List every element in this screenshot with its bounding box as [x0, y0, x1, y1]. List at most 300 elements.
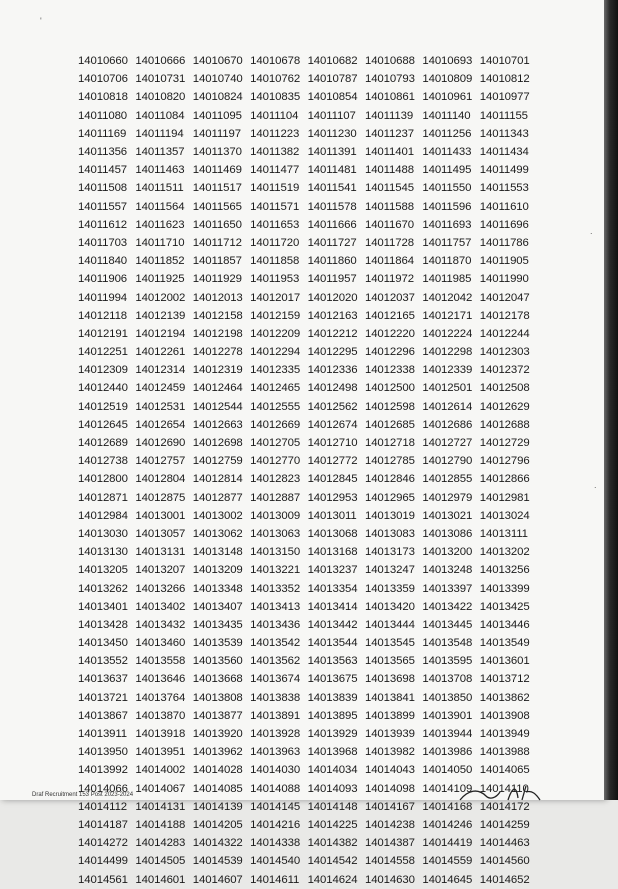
number-cell: 14011905	[479, 255, 529, 268]
number-cell: 14012198	[192, 327, 243, 340]
number-cell: 14013209	[192, 564, 243, 577]
number-cell: 14011565	[192, 200, 242, 213]
number-cell: 14013549	[479, 637, 530, 650]
number-cell: 14012823	[250, 473, 301, 486]
number-cell: 14013247	[364, 564, 415, 577]
number-cell: 14011433	[422, 146, 472, 159]
number-cell: 14014002	[135, 764, 186, 777]
number-cell: 14014093	[307, 782, 358, 795]
table-row	[78, 143, 548, 161]
table-row	[78, 852, 548, 870]
number-cell: 14013011	[307, 509, 357, 522]
number-cell: 14013262	[78, 582, 128, 595]
number-cell: 14011858	[250, 255, 300, 268]
number-cell: 14011511	[135, 182, 184, 195]
number-cell: 14014188	[135, 818, 186, 831]
number-cell: 14011095	[192, 109, 242, 122]
number-cell: 14014499	[78, 855, 128, 868]
number-cell: 14011703	[78, 236, 128, 249]
number-cell: 14011477	[250, 164, 300, 177]
number-cell: 14011084	[135, 109, 185, 122]
number-cell: 14012759	[192, 455, 243, 468]
number-cell: 14011571	[250, 200, 300, 213]
number-cell: 14010701	[479, 55, 530, 68]
number-cell: 14013877	[192, 709, 243, 722]
number-cell: 14014216	[250, 818, 301, 831]
number-cell: 14013202	[479, 546, 530, 559]
number-cell: 14014419	[422, 837, 473, 850]
number-cell: 14013895	[307, 709, 358, 722]
number-cell: 14011169	[78, 127, 127, 140]
number-cell: 14011357	[135, 146, 185, 159]
number-cell: 14011550	[422, 182, 472, 195]
number-cell: 14013951	[135, 746, 186, 759]
number-cell: 14012614	[422, 400, 473, 413]
number-cell: 14013352	[250, 582, 301, 595]
scan-speck: .	[594, 480, 597, 490]
number-cell: 14011712	[192, 236, 242, 249]
number-cell: 14013009	[250, 509, 301, 522]
number-cell: 14014601	[135, 873, 186, 886]
number-cell: 14011080	[78, 109, 128, 122]
number-cell: 14011860	[307, 255, 357, 268]
number-cell: 14014148	[307, 800, 358, 813]
table-row	[78, 525, 548, 543]
number-cell: 14012887	[250, 491, 301, 504]
number-cell: 14012772	[307, 455, 358, 468]
number-cell: 14013891	[250, 709, 301, 722]
number-cell: 14013908	[479, 709, 530, 722]
table-row	[78, 343, 548, 361]
number-cell: 14014030	[250, 764, 301, 777]
number-cell: 14013542	[250, 637, 301, 650]
number-cell: 14013637	[78, 673, 128, 686]
number-cell: 14012278	[192, 346, 243, 359]
number-cell: 14011469	[192, 164, 242, 177]
number-cell: 14012674	[307, 418, 358, 431]
table-row	[78, 761, 548, 779]
number-cell: 14013544	[307, 637, 358, 650]
number-cell: 14013237	[307, 564, 358, 577]
number-cell: 14011434	[479, 146, 529, 159]
number-cell: 14013001	[135, 509, 186, 522]
number-cell: 14013928	[250, 728, 301, 741]
number-cell: 14013944	[422, 728, 473, 741]
number-cell: 14013414	[307, 600, 358, 613]
number-cell: 14013062	[192, 527, 243, 540]
number-cell: 14011517	[192, 182, 242, 195]
number-cell: 14012372	[479, 364, 530, 377]
number-table	[78, 52, 548, 889]
table-row	[78, 707, 548, 725]
number-cell: 14012220	[364, 327, 415, 340]
number-cell: 14010793	[364, 73, 415, 86]
number-cell: 14013428	[78, 618, 128, 631]
number-cell: 14011356	[78, 146, 128, 159]
number-cell: 14013862	[479, 691, 530, 704]
number-cell: 14011840	[78, 255, 128, 268]
number-cell: 14011223	[250, 127, 300, 140]
number-cell: 14013548	[422, 637, 473, 650]
number-cell: 14011463	[135, 164, 185, 177]
number-cell: 14013083	[364, 527, 415, 540]
number-cell: 14011623	[135, 218, 185, 231]
number-cell: 14011929	[192, 273, 242, 286]
number-cell: 14013063	[250, 527, 301, 540]
number-cell: 14010660	[78, 55, 128, 68]
number-cell: 14011519	[250, 182, 300, 195]
number-cell: 14012663	[192, 418, 243, 431]
number-cell: 14010977	[479, 91, 530, 104]
number-cell: 14014167	[364, 800, 415, 813]
number-cell: 14012686	[422, 418, 473, 431]
number-cell: 14014338	[250, 837, 301, 850]
number-cell: 14011786	[479, 236, 529, 249]
number-cell: 14012319	[192, 364, 243, 377]
number-cell: 14010678	[250, 55, 301, 68]
number-cell: 14011139	[364, 109, 414, 122]
number-cell: 14014028	[192, 764, 243, 777]
number-cell: 14012336	[307, 364, 358, 377]
table-row	[78, 579, 548, 597]
number-cell: 14012979	[422, 491, 473, 504]
number-cell: 14014065	[479, 764, 530, 777]
number-cell: 14012042	[422, 291, 473, 304]
number-cell: 14012178	[479, 309, 530, 322]
number-cell: 14012251	[78, 346, 128, 359]
number-cell: 14014542	[307, 855, 358, 868]
number-cell: 14012191	[78, 327, 128, 340]
number-cell: 14013348	[192, 582, 243, 595]
number-cell: 14012163	[307, 309, 358, 322]
table-row	[78, 689, 548, 707]
number-cell: 14014561	[78, 873, 128, 886]
number-cell: 14012690	[135, 437, 186, 450]
number-cell: 14013168	[307, 546, 358, 559]
table-row	[78, 561, 548, 579]
number-cell: 14012710	[307, 437, 358, 450]
table-row	[78, 270, 548, 288]
number-cell: 14010818	[78, 91, 128, 104]
number-cell: 14014559	[422, 855, 473, 868]
number-cell: 14011256	[422, 127, 472, 140]
number-cell: 14013148	[192, 546, 243, 559]
number-cell: 14012871	[78, 491, 128, 504]
number-cell: 14012654	[135, 418, 186, 431]
number-cell: 14011906	[78, 273, 128, 286]
number-cell: 14013563	[307, 655, 358, 668]
number-cell: 14012698	[192, 437, 243, 450]
number-cell: 14010670	[192, 55, 243, 68]
number-cell: 14014034	[307, 764, 358, 777]
number-cell: 14014560	[479, 855, 530, 868]
number-cell: 14011391	[307, 146, 357, 159]
number-cell: 14012244	[479, 327, 530, 340]
number-cell: 14011925	[135, 273, 185, 286]
number-cell: 14012020	[307, 291, 358, 304]
number-cell: 14012562	[307, 400, 358, 413]
number-cell: 14012738	[78, 455, 128, 468]
number-cell: 14014098	[364, 782, 415, 795]
number-cell: 14012877	[192, 491, 243, 504]
table-row	[78, 88, 548, 106]
number-cell: 14013562	[250, 655, 301, 668]
number-cell: 14010706	[78, 73, 128, 86]
number-cell: 14011541	[307, 182, 357, 195]
number-cell: 14013708	[422, 673, 473, 686]
number-cell: 14010693	[422, 55, 473, 68]
number-cell: 14011343	[479, 127, 529, 140]
number-cell: 14013911	[78, 728, 128, 741]
number-cell: 14012338	[364, 364, 415, 377]
number-cell: 14013870	[135, 709, 186, 722]
number-cell: 14012953	[307, 491, 358, 504]
number-cell: 14011401	[364, 146, 414, 159]
number-cell: 14013111	[479, 527, 528, 540]
table-row	[78, 52, 548, 70]
footer-text: Draf Recruitment 153 Post 2023-2024	[32, 792, 134, 798]
number-cell: 14012501	[422, 382, 473, 395]
number-cell: 14013002	[192, 509, 243, 522]
number-cell: 14014205	[192, 818, 243, 831]
number-cell: 14012519	[78, 400, 128, 413]
number-cell: 14013899	[364, 709, 415, 722]
number-cell: 14011107	[307, 109, 356, 122]
number-cell: 14012804	[135, 473, 186, 486]
number-cell: 14013668	[192, 673, 243, 686]
number-cell: 14012685	[364, 418, 415, 431]
signature-mark	[456, 780, 546, 802]
number-cell: 14011727	[307, 236, 357, 249]
number-cell: 14013838	[250, 691, 301, 704]
number-cell: 14013968	[307, 746, 358, 759]
number-cell: 14011382	[250, 146, 300, 159]
number-cell: 14013446	[479, 618, 530, 631]
number-cell: 14014387	[364, 837, 415, 850]
number-cell: 14012295	[307, 346, 358, 359]
number-cell: 14013552	[78, 655, 128, 668]
number-cell: 14013057	[135, 527, 186, 540]
number-cell: 14013445	[422, 618, 473, 631]
number-cell: 14014652	[479, 873, 530, 886]
number-cell: 14012165	[364, 309, 415, 322]
number-cell: 14013173	[364, 546, 415, 559]
table-row	[78, 288, 548, 306]
number-cell: 14012645	[78, 418, 128, 431]
number-cell: 14014558	[364, 855, 415, 868]
table-row	[78, 198, 548, 216]
number-cell: 14012212	[307, 327, 358, 340]
number-cell: 14012790	[422, 455, 473, 468]
number-cell: 14014088	[250, 782, 301, 795]
table-row	[78, 598, 548, 616]
number-cell: 14013982	[364, 746, 415, 759]
number-cell: 14014066	[78, 782, 128, 795]
number-cell: 14011728	[364, 236, 414, 249]
table-row	[78, 470, 548, 488]
number-cell: 14014168	[422, 800, 473, 813]
number-cell: 14013399	[479, 582, 530, 595]
table-row	[78, 507, 548, 525]
number-cell: 14012498	[307, 382, 358, 395]
number-cell: 14011710	[135, 236, 185, 249]
table-row	[78, 870, 548, 888]
number-cell: 14011757	[422, 236, 472, 249]
number-cell: 14011610	[479, 200, 529, 213]
table-row	[78, 725, 548, 743]
number-cell: 14013354	[307, 582, 358, 595]
number-cell: 14012261	[135, 346, 186, 359]
number-cell: 14010854	[307, 91, 358, 104]
number-cell: 14013764	[135, 691, 186, 704]
number-cell: 14011499	[479, 164, 529, 177]
number-cell: 14011985	[422, 273, 472, 286]
number-cell: 14013086	[422, 527, 473, 540]
number-cell: 14011553	[479, 182, 529, 195]
number-cell: 14012770	[250, 455, 301, 468]
number-cell: 14014139	[192, 800, 243, 813]
number-cell: 14013030	[78, 527, 128, 540]
number-cell: 14013949	[479, 728, 530, 741]
table-row	[78, 416, 548, 434]
number-cell: 14013397	[422, 582, 473, 595]
number-cell: 14014085	[192, 782, 243, 795]
number-cell: 14014630	[364, 873, 415, 886]
number-cell: 14012159	[250, 309, 301, 322]
table-row	[78, 634, 548, 652]
number-cell: 14013808	[192, 691, 243, 704]
table-row	[78, 252, 548, 270]
number-cell: 14013068	[307, 527, 358, 540]
number-cell: 14012017	[250, 291, 301, 304]
table-row	[78, 179, 548, 197]
number-cell: 14013221	[250, 564, 301, 577]
number-cell: 14012139	[135, 309, 186, 322]
number-cell: 14013200	[422, 546, 473, 559]
number-cell: 14011693	[422, 218, 472, 231]
number-cell: 14012464	[192, 382, 243, 395]
number-cell: 14012544	[192, 400, 243, 413]
number-cell: 14010861	[364, 91, 415, 104]
number-cell: 14013425	[479, 600, 530, 613]
number-cell: 14014112	[78, 800, 128, 813]
number-cell: 14012875	[135, 491, 186, 504]
number-cell: 14011488	[364, 164, 414, 177]
number-cell: 14013442	[307, 618, 358, 631]
number-cell: 14013019	[364, 509, 415, 522]
number-cell: 14013918	[135, 728, 186, 741]
table-row	[78, 125, 548, 143]
number-cell: 14011696	[479, 218, 529, 231]
number-cell: 14013674	[250, 673, 301, 686]
number-cell: 14012298	[422, 346, 473, 359]
scan-speck: .	[590, 226, 593, 236]
number-cell: 14013021	[422, 509, 473, 522]
number-cell: 14014382	[307, 837, 358, 850]
number-cell: 14013712	[479, 673, 530, 686]
number-cell: 14012984	[78, 509, 128, 522]
number-cell: 14012688	[479, 418, 530, 431]
number-cell: 14012981	[479, 491, 530, 504]
table-row	[78, 70, 548, 88]
number-cell: 14011557	[78, 200, 128, 213]
number-cell: 14010824	[192, 91, 243, 104]
number-cell: 14013595	[422, 655, 473, 668]
scanner-edge	[604, 0, 618, 800]
number-cell: 14011564	[135, 200, 185, 213]
number-cell: 14012727	[422, 437, 473, 450]
number-cell: 14010740	[192, 73, 243, 86]
number-cell: 14013920	[192, 728, 243, 741]
number-cell: 14012718	[364, 437, 415, 450]
number-cell: 14012002	[135, 291, 186, 304]
number-cell: 14011197	[192, 127, 241, 140]
number-cell: 14011545	[364, 182, 414, 195]
number-cell: 14012294	[250, 346, 301, 359]
number-cell: 14012846	[364, 473, 415, 486]
number-cell: 14012689	[78, 437, 128, 450]
number-cell: 14013565	[364, 655, 415, 668]
number-cell: 14011653	[250, 218, 300, 231]
number-cell: 14012171	[422, 309, 473, 322]
number-cell: 14014238	[364, 818, 415, 831]
number-cell: 14012555	[250, 400, 301, 413]
number-cell: 14011481	[307, 164, 357, 177]
number-cell: 14014607	[192, 873, 243, 886]
number-cell: 14013266	[135, 582, 186, 595]
table-row	[78, 616, 548, 634]
table-row	[78, 325, 548, 343]
number-cell: 14012224	[422, 327, 473, 340]
table-row	[78, 489, 548, 507]
number-cell: 14011612	[78, 218, 128, 231]
number-cell: 14010666	[135, 55, 186, 68]
number-cell: 14013413	[250, 600, 301, 613]
number-cell: 14013539	[192, 637, 243, 650]
number-cell: 14013207	[135, 564, 186, 577]
number-cell: 14011104	[250, 109, 299, 122]
number-cell: 14014172	[479, 800, 530, 813]
number-cell: 14014109	[422, 782, 473, 795]
number-cell: 14012866	[479, 473, 530, 486]
number-cell: 14012309	[78, 364, 128, 377]
number-cell: 14013850	[422, 691, 473, 704]
number-cell: 14011237	[364, 127, 414, 140]
number-cell: 14013444	[364, 618, 415, 631]
number-cell: 14014539	[192, 855, 243, 868]
number-cell: 14013545	[364, 637, 415, 650]
number-cell: 14012335	[250, 364, 301, 377]
number-cell: 14014110	[479, 782, 529, 795]
number-cell: 14013601	[479, 655, 530, 668]
number-cell: 14013646	[135, 673, 186, 686]
number-cell: 14011720	[250, 236, 300, 249]
number-cell: 14011370	[192, 146, 242, 159]
number-cell: 14012296	[364, 346, 415, 359]
number-cell: 14012194	[135, 327, 186, 340]
number-cell: 14012459	[135, 382, 186, 395]
number-cell: 14014505	[135, 855, 186, 868]
table-row	[78, 816, 548, 834]
number-cell: 14011578	[307, 200, 357, 213]
number-cell: 14014050	[422, 764, 473, 777]
number-cell: 14010961	[422, 91, 473, 104]
number-cell: 14012855	[422, 473, 473, 486]
number-cell: 14010682	[307, 55, 358, 68]
number-cell: 14012965	[364, 491, 415, 504]
number-cell: 14011140	[422, 109, 471, 122]
number-cell: 14010820	[135, 91, 186, 104]
